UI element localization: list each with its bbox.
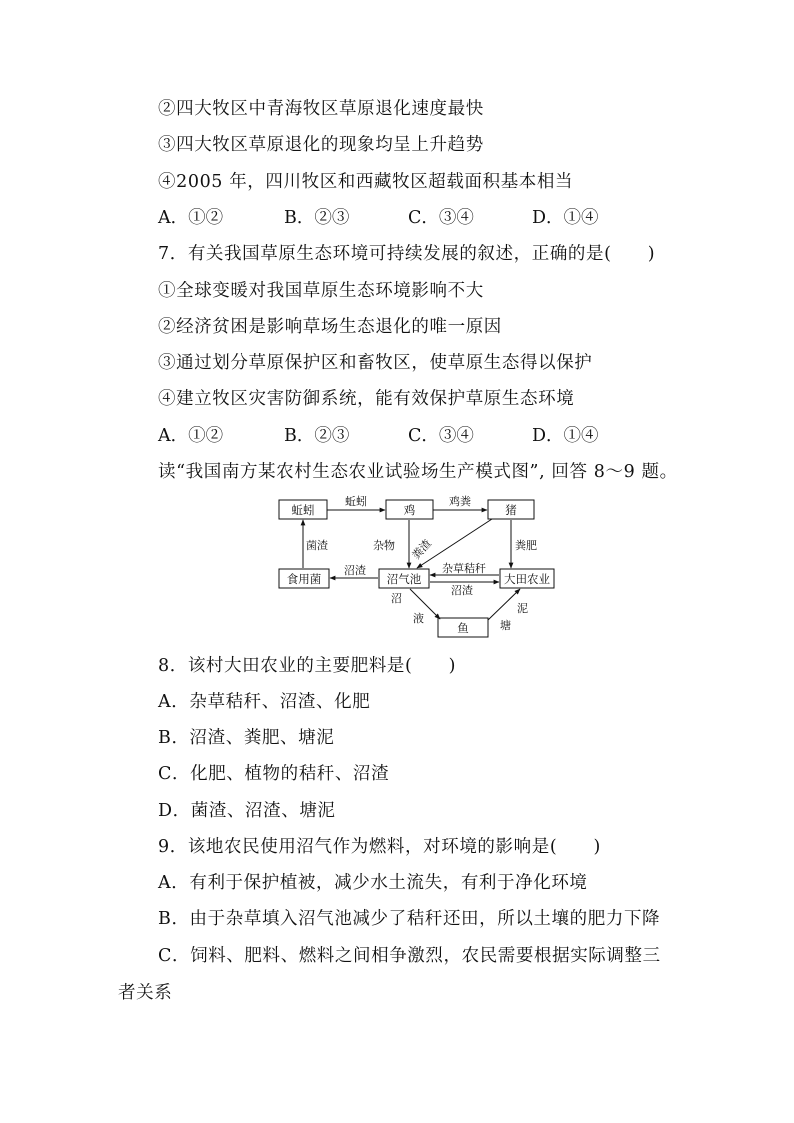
edge-label-fungus-residue: 菌渣 (306, 539, 328, 552)
edge-fish-field (488, 589, 520, 620)
q9-option-c-continuation: 者关系 (118, 983, 173, 1003)
q6-option-d: D．①④ (532, 208, 599, 228)
node-mushroom-label: 食用菌 (286, 572, 322, 586)
edge-label-chicken-dung: 鸡粪 (449, 495, 471, 508)
edge-label-manure: 粪肥 (515, 539, 537, 552)
edge-label-earthworm: 蚯蚓 (345, 495, 367, 508)
q8-option-a: A．杂草秸秆、沼渣、化肥 (158, 692, 371, 712)
q7-option-b: B．②③ (284, 426, 350, 446)
node-field (500, 569, 554, 588)
node-field-label: 大田农业 (504, 572, 550, 586)
node-chicken-label: 鸡 (403, 503, 416, 517)
node-biogas (379, 569, 429, 588)
edge-label-pond-mud-2: 塘 (500, 619, 511, 632)
q7-item-1: ①全球变暖对我国草原生态环境影响不大 (158, 281, 484, 301)
q9-option-a: A．有利于保护植被，减少水土流失，有利于净化环境 (158, 873, 588, 893)
q8-option-b: B．沼渣、粪肥、塘泥 (158, 728, 335, 748)
q6-option-b: B．②③ (284, 208, 350, 228)
q9-option-b: B．由于杂草填入沼气池减少了秸秆还田，所以土壤的肥力下降 (158, 909, 661, 929)
q7-item-3: ③通过划分草原保护区和畜牧区，使草原生态得以保护 (158, 353, 593, 373)
q7-option-c: C．③④ (408, 426, 474, 446)
q8-stem: 8．该村大田农业的主要肥料是( ) (158, 656, 457, 676)
q7-item-2: ②经济贫困是影响草场生态退化的唯一原因 (158, 317, 502, 337)
q6-option-a: A．①② (158, 208, 224, 228)
q6-option-c: C．③④ (408, 208, 474, 228)
q6-item-3: ③四大牧区草原退化的现象均呈上升趋势 (158, 135, 484, 155)
q7-stem: 7．有关我国草原生态环境可持续发展的叙述，正确的是( ) (158, 244, 656, 264)
edge-label-biogas-residue-2: 沼渣 (451, 584, 473, 597)
ecological-farm-diagram (270, 492, 570, 642)
node-earthworm-label: 蚯蚓 (291, 503, 315, 517)
node-fish (438, 618, 488, 637)
q9-option-c: C．饲料、肥料、燃料之间相争激烈，农民需要根据实际调整三 (158, 946, 661, 966)
node-chicken (386, 500, 433, 519)
q7-option-d: D．①④ (532, 426, 599, 446)
q8-option-d: D．菌渣、沼渣、塘泥 (158, 801, 336, 821)
node-earthworm (279, 500, 327, 519)
edge-label-debris: 杂物 (373, 539, 395, 552)
node-pig (488, 500, 534, 519)
node-pig-label: 猪 (505, 503, 517, 517)
node-mushroom (279, 569, 329, 588)
edge-label-manure-residue: 粪渣 (409, 536, 434, 563)
q6-item-2: ②四大牧区中青海牧区草原退化速度最快 (158, 99, 484, 119)
node-fish-label: 鱼 (457, 621, 469, 635)
q9-stem: 9．该地农民使用沼气作为燃料，对环境的影响是( ) (158, 837, 601, 857)
edge-label-weeds-straw: 杂草秸秆 (442, 562, 486, 575)
diagram-intro: 读“我国南方某农村生态农业试验场生产模式图”, 回答 8～9 题。 (158, 462, 678, 482)
edge-label-biogas-residue-1: 沼渣 (344, 564, 366, 577)
edge-label-slurry-1: 沼 (391, 592, 402, 605)
q7-item-4: ④建立牧区灾害防御系统，能有效保护草原生态环境 (158, 389, 575, 409)
edge-label-pond-mud-1: 泥 (517, 602, 528, 615)
node-biogas-label: 沼气池 (386, 572, 422, 586)
q7-option-a: A．①② (158, 426, 224, 446)
q8-option-c: C．化肥、植物的秸秆、沼渣 (158, 764, 390, 784)
edge-label-slurry-2: 液 (413, 612, 424, 625)
q6-item-4: ④2005 年，四川牧区和西藏牧区超载面积基本相当 (158, 172, 574, 192)
